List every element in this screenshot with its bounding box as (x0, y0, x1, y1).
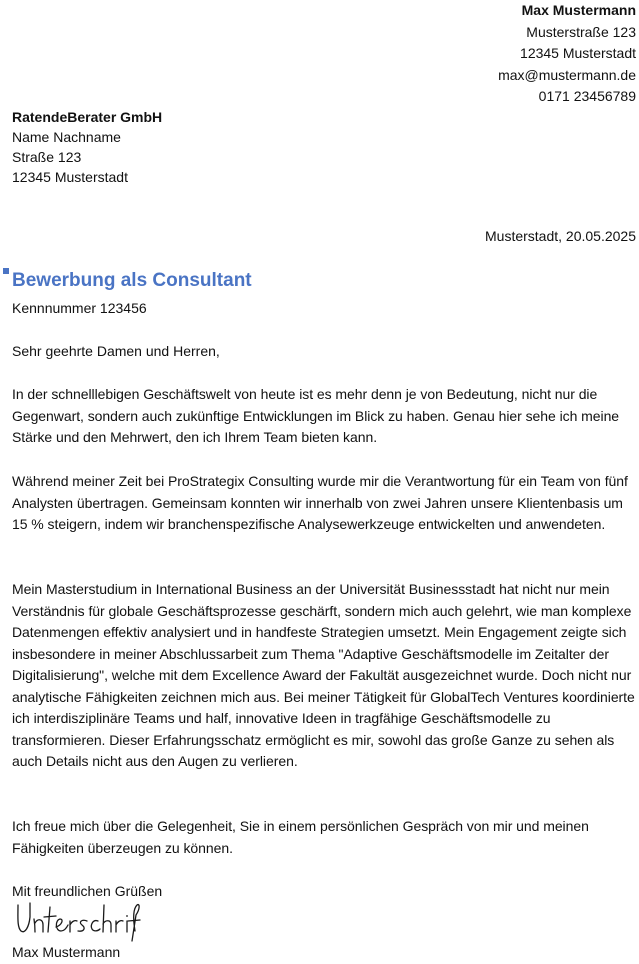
sender-city: 12345 Musterstadt (520, 45, 636, 61)
sender-street: Musterstraße 123 (526, 23, 636, 40)
salutation: Sehr geehrte Damen und Herren, (12, 343, 220, 359)
reference-number: Kennnummer 123456 (12, 300, 147, 316)
sender-phone: 0171 23456789 (538, 88, 636, 104)
closing-phrase: Mit freundlichen Grüßen (12, 883, 163, 899)
recipient-company: RatendeBerater GmbH (12, 109, 163, 125)
handwritten-signature (12, 897, 142, 943)
subject-marker (3, 268, 9, 274)
recipient-street: Straße 123 (12, 149, 82, 165)
recipient-city: 12345 Musterstadt (12, 169, 128, 185)
body-paragraph-1: In der schnelllebigen Geschäftswelt von heute ist es mehr denn je von Bedeutung, nicht nur die Gegenwart, sondern auch zukünftige Entwicklungen im Blick zu haben. Genau hier sehe ich meine Stärke und den Mehrwert, den ich Ihrem Team bieten kann. (12, 386, 620, 445)
sender-address-block (336, 0, 636, 108)
sender-name: Max Mustermann (521, 2, 636, 18)
body-paragraph-4: Ich freue mich über die Gelegenheit, Sie in einem persönlichen Gespräch von mir und meinen Fähigkeiten überzeugen zu können. (12, 818, 589, 856)
recipient-address-block (12, 107, 312, 187)
letter-subject: Bewerbung als Consultant (12, 270, 252, 291)
body-paragraph-2: Während meiner Zeit bei ProStrategix Consulting wurde mir die Verantwortung für ein Team von fünf Analysten übertragen. Gemeinsam konnten wir innerhalb von zwei Jahren unsere Klientenbasis um 15 % steigern, indem wir branchenspezifische Analysewerkzeuge entwickelten und anwendeten. (12, 473, 628, 532)
recipient-contact: Name Nachname (12, 129, 121, 145)
sender-email: max@mustermann.de (498, 66, 636, 83)
body-paragraph-3: Mein Masterstudium in International Business an der Universität Businessstadt hat nicht nur mein Verständnis für globale Geschäftsprozesse geschärft, sondern mich auch gelehrt, wie man komplexe Datenmengen effektiv analysiert und in handfeste Strategien umsetzt. Mein Engagement zeigte sich insbesondere in meiner Abschlussarbeit zum Thema "Adaptive Geschäftsmodelle im Zeitalter der Digitalisierung", welche mit dem Excellence Award der Fakultät ausgezeichnet wurde. Doch nicht nur analytische Fähigkeiten zeichnen mich aus. Bei meiner Tätigkeit für GlobalTech Ventures koordinierte ich interdisziplinäre Teams und half, innovative Ideen in tragfähige Geschäftsmodelle zu transformieren. Dieser Erfahrungsschatz ermöglicht es mir, sowohl das große Ganze zu sehen als auch Details nicht aus den Augen zu verlieren. (12, 581, 635, 769)
signer-name: Max Mustermann (12, 944, 121, 960)
letter-date: Musterstadt, 20.05.2025 (485, 228, 636, 244)
